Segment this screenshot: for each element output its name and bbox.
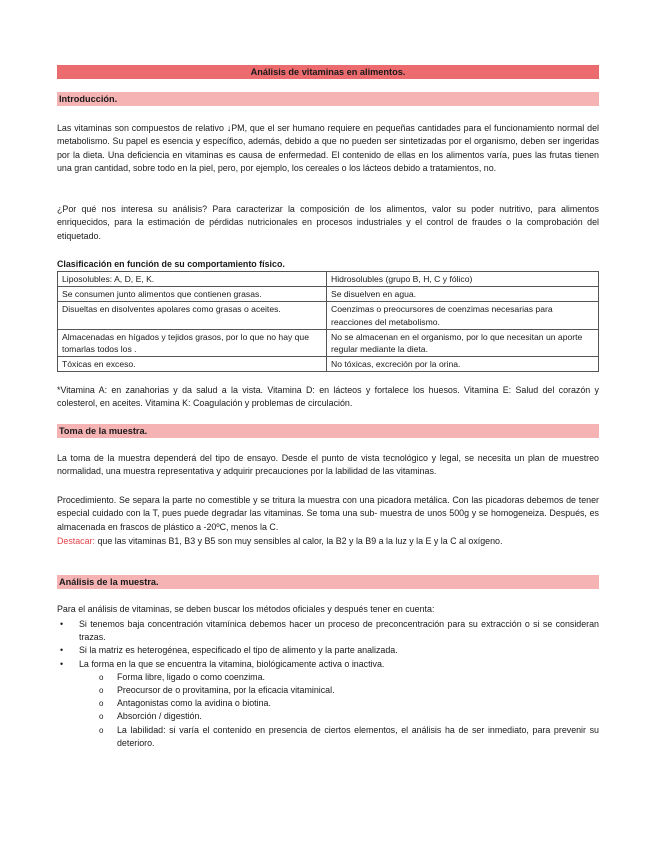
header-hidrosolubles: Hidrosolubles (grupo B, H, C y fólico) (327, 272, 599, 287)
table-cell: Tóxicas en exceso. (58, 357, 327, 372)
sub-bullet-icon: o (99, 699, 104, 709)
sub-list-item: o Absorción / digestión. (79, 710, 599, 723)
highlight-label: Destacar: (57, 536, 95, 546)
table-cell: Coenzimas o preocursores de coenzimas necesarias para reacciones del metabolismo. (327, 302, 599, 329)
sub-list-item: o La labilidad: si varía el contenido en presencia de ciertos elementos, el análisis ha de ser inmediato, para prevenir su deterioro. (99, 724, 599, 748)
sub-list-item: o Forma libre, ligado o como coenzima. (79, 671, 599, 684)
classification-table (57, 271, 599, 372)
table-header-row (58, 272, 599, 287)
table-row (58, 329, 599, 356)
table-cell: Se consumen junto alimentos que contienen grasas. (58, 287, 327, 302)
sub-bullet-icon: o (99, 725, 104, 735)
vitamin-note: *Vitamina A: en zanahorias y da salud a la vista. Vitamina D: en lácteos y fortalece los huesos. Vitamina E: Salud del corazón y colesterol, en aceites. Vitamina K: Coagulación y problemas de circulación. (57, 385, 599, 409)
header-liposolubles: Liposolubles: A, D, E, K. (58, 272, 327, 287)
highlight-text: que las vitaminas B1, B3 y B5 son muy sensibles al calor, la B2 y la B9 a la luz y la E y la C al oxígeno. (94, 536, 503, 546)
table-cell: No se almacenan en el organismo, por lo que necesitan un aporte regular mediante la dieta. (327, 329, 599, 356)
section-heading-analisis: Análisis de la muestra. (57, 575, 599, 589)
bullet-icon: • (60, 619, 64, 629)
table-cell: Almacenadas en hígados y tejidos grasos, por lo que no hay que tomarlas todos los . (58, 329, 327, 356)
list-item: • La forma en la que se encuentra la vitamina, biológicamente activa o inactiva. o Forma libre, ligado o como coenzima. o Preocursor de o provitamina, por la eficacia vitaminical. o Antagonistas como la avidina o biotina. o Absorción / digestión. o La labilidad: si varía el contenido en presencia de ciertos elementos, el análisis ha de ser inmediato, para prevenir su deterioro. (57, 658, 599, 750)
section-heading-introduccion: Introducción. (57, 92, 599, 106)
table-row (58, 302, 599, 329)
table-row (58, 357, 599, 372)
analysis-list (57, 618, 599, 750)
classification-caption: Clasificación en función de su comportamiento físico. (57, 259, 285, 269)
bullet-icon: • (60, 658, 64, 669)
analysis-sublist (79, 671, 599, 750)
document-title: Análisis de vitaminas en alimentos. (57, 65, 599, 79)
list-item: • Si la matriz es heterogénea, especificado el tipo de alimento y la parte analizada. (57, 644, 599, 657)
intro-paragraph-2: ¿Por qué nos interesa su análisis? Para caracterizar la composición de los alimentos, valor su poder nutritivo, para alimentos enriquecidos, para la estimación de pérdidas nutricionales en procesos industriales y el control de fraudes o la comprobación del etiquetado. (57, 204, 599, 241)
sub-list-item: o Preocursor de o provitamina, por la eficacia vitaminical. (79, 684, 599, 697)
analysis-intro: Para el análisis de vitaminas, se deben buscar los métodos oficiales y después tener en cuenta: (57, 604, 435, 614)
sub-list-item: o Antagonistas como la avidina o biotina. (79, 697, 599, 710)
section-heading-toma-muestra: Toma de la muestra. (57, 424, 599, 438)
bullet-icon: • (60, 645, 64, 656)
list-item: • Si tenemos baja concentración vitamínica debemos hacer un proceso de preconcentración para su extracción o si se consideran trazas. (60, 619, 599, 643)
sub-bullet-icon: o (99, 712, 104, 722)
sub-bullet-icon: o (99, 686, 104, 696)
table-cell: Se disuelven en agua. (327, 287, 599, 302)
table-cell: Disueltas en disolventes apolares como grasas o aceites. (58, 302, 327, 329)
table-row (58, 287, 599, 302)
intro-paragraph-1: Las vitaminas son compuestos de relativo ↓PM, que el ser humano requiere en pequeñas cantidades para el funcionamiento normal del metabolismo. Su papel es esencia y específico, además, debido a que no pueden ser sintetizadas por el organismo, deben ser ingeridas por la dieta. Una deficiencia en vitaminas es causa de enfermedad. El contenido de ellas en los alimentos varía, pues las frutas tienen una gran cantidad, sobre todo en la piel, pero, por ejemplo, los cereales o los lácteos debido a tratamientos, no. (57, 123, 599, 174)
sampling-highlight (57, 535, 599, 548)
sub-bullet-icon: o (99, 672, 104, 682)
sampling-procedure: Procedimiento. Se separa la parte no comestible y se tritura la muestra con una picadora metálica. Con las picadoras debemos de tener especial cuidado con la T, pues puede degradar las vitaminas. Se toma una sub- muestra de unos 500g y se homogeneiza. Después, es almacenada en frascos de plástico a -20ºC, menos la C. (57, 495, 599, 532)
sampling-paragraph-1: La toma de la muestra dependerá del tipo de ensayo. Desde el punto de vista tecnológico y legal, se necesita un plan de muestreo normalidad, una muestra representativa y adquirir precauciones por la labilidad de las vitaminas. (57, 453, 599, 477)
table-cell: No tóxicas, excreción por la orina. (327, 357, 599, 372)
